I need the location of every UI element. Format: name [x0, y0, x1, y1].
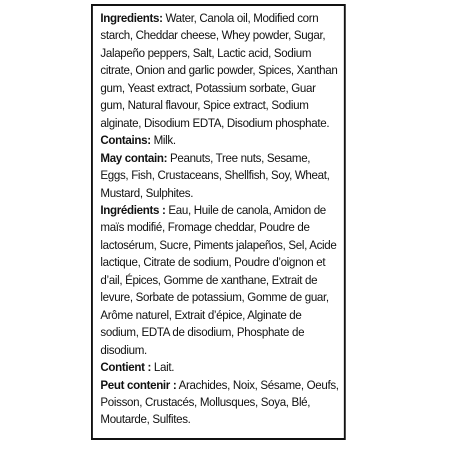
section-text: Arachides, Noix, Sésame, Oeufs, Poisson, Crustacés, Mollusques, Soya, Blé, Moutarde, Sulfites. — [100, 377, 339, 427]
section-text: Eau, Huile de canola, Amidon de maïs modifié, Fromage cheddar, Poudre de lactosérum, Sucre, Piments jalapeños, Sel, Acide lactique, Citrate de sodium, Poudre d’oignon et d’ail, Épices, Gomme de xanthane, Extrait de levure, Sorbate de potassium, Gomme de guar, Arôme naturel, Extrait d’épice, Alginate de sodium, EDTA de disodium, Phosphate de disodium. — [100, 202, 337, 357]
contains-fr — [100, 359, 339, 376]
may-contain-fr — [100, 377, 339, 429]
ingredients-en — [100, 10, 339, 132]
section-heading: May contain: — [100, 150, 168, 165]
section-heading: Contains: — [100, 133, 151, 148]
section-heading: Peut contenir : — [100, 377, 177, 392]
section-heading: Contient : — [100, 360, 152, 375]
section-heading: Ingredients: — [100, 11, 163, 25]
section-text: Milk. — [150, 133, 176, 148]
section-heading: Ingrédients : — [100, 202, 166, 217]
section-text: Peanuts, Tree nuts, Sesame, Eggs, Fish, Crustaceans, Shellfish, Soy, Wheat, Mustard, Sulphites. — [100, 150, 330, 200]
contains-en — [100, 132, 339, 149]
may-contain-en — [100, 150, 339, 202]
section-text: Lait. — [151, 360, 175, 375]
section-text: Water, Canola oil, Modified corn starch, Cheddar cheese, Whey powder, Sugar, Jalapeño peppers, Salt, Lactic acid, Sodium citrate, Onion and garlic powder, Spices, Xanthan gum, Yeast extract, Potassium sorbate, Guar gum, Natural flavour, Spice extract, Sodium alginate, Disodium EDTA, Disodium phosphate. — [100, 11, 338, 130]
ingredients-fr — [100, 202, 339, 359]
ingredient-label — [91, 4, 346, 440]
